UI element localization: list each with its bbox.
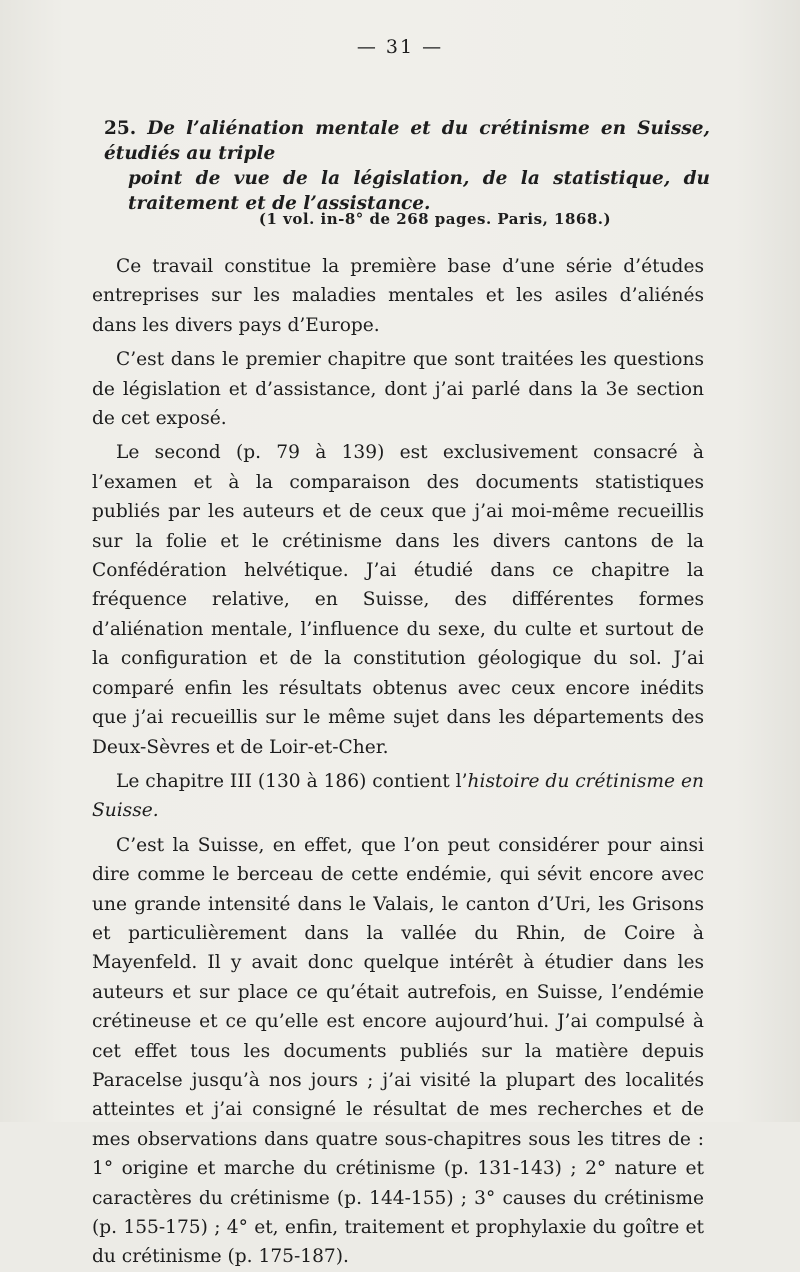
paragraph-2: C’est dans le premier chapitre que sont traitées les questions de législation et d’assistance, dont j’ai parlé dans la 3e section de cet exposé. [92, 349, 704, 430]
paragraph-4 [92, 767, 704, 826]
page-number: — 31 — [356, 36, 444, 58]
paragraph-1: Ce travail constitue la première base d’une série d’études entreprises sur les maladies mentales et les asiles d’aliénés dans les divers pays d’Europe. [92, 256, 704, 336]
paragraph-4-text: Le chapitre III (130 à 186) contient l’ [116, 770, 468, 792]
entry-title-rest: point de vue de la législation, de la statistique, du traitement et de l’assistance. [128, 168, 710, 214]
paragraph-3: Le second (p. 79 à 139) est exclusivement consacré à l’examen et à la comparaison des documents statistiques publiés par les auteurs et de ceux que j’ai moi-même recueillis sur la folie et le crétinisme dans les divers cantons de la Confédération helvétique. J’ai étudié dans ce chapitre la fréquence relative, en Suisse, des différentes formes d’aliénation mentale, l’influence du sexe, du culte et surtout de la configuration et de la constitution géologique du sol. J’ai comparé enfin les résultats obtenus avec ceux encore inédits que j’ai recueillis sur le même sujet dans les départements des Deux-Sèvres et de Loir-et-Cher. [92, 442, 704, 758]
body-text [92, 252, 704, 1272]
entry-title-line1: De l’aliénation mentale et du crétinisme en Suisse, étudiés au triple [104, 118, 710, 164]
paragraph-5: C’est la Suisse, en effet, que l’on peut considérer pour ainsi dire comme le berceau de cette endémie, qui sévit encore avec une grande intensité dans le Valais, le canton d’Uri, les Grisons et particulièrement dans la vallée du Rhin, de Coire à Mayenfeld. Il y avait donc quelque intérêt à étudier dans les auteurs et sur place ce qu’était autrefois, en Suisse, l’endémie crétineuse et ce qu’elle est encore aujourd’hui. J’ai compulsé à cet effet tous les documents publiés sur la matière depuis Paracelse jusqu’à nos jours ; j’ai visité la plupart des localités atteintes et j’ai consigné le résultat de mes recherches et de mes observations dans quatre sous-chapitres sous les titres de : 1° origine et marche du crétinisme (p. 131-143) ; 2° nature et caractères du crétinisme (p. 144-155) ; 3° causes du crétinisme (p. 155-175) ; 4° et, enfin, traitement et prophylaxie du goître et du crétinisme (p. 175-187). [92, 834, 704, 1268]
entry-heading [104, 116, 710, 216]
paragraph-4-italic: histoire du crétinisme en Suisse. [92, 770, 704, 822]
entry-number: 25. [104, 118, 137, 139]
publication-info: (1 vol. in-8° de 268 pages. Paris, 1868.) [258, 210, 612, 228]
